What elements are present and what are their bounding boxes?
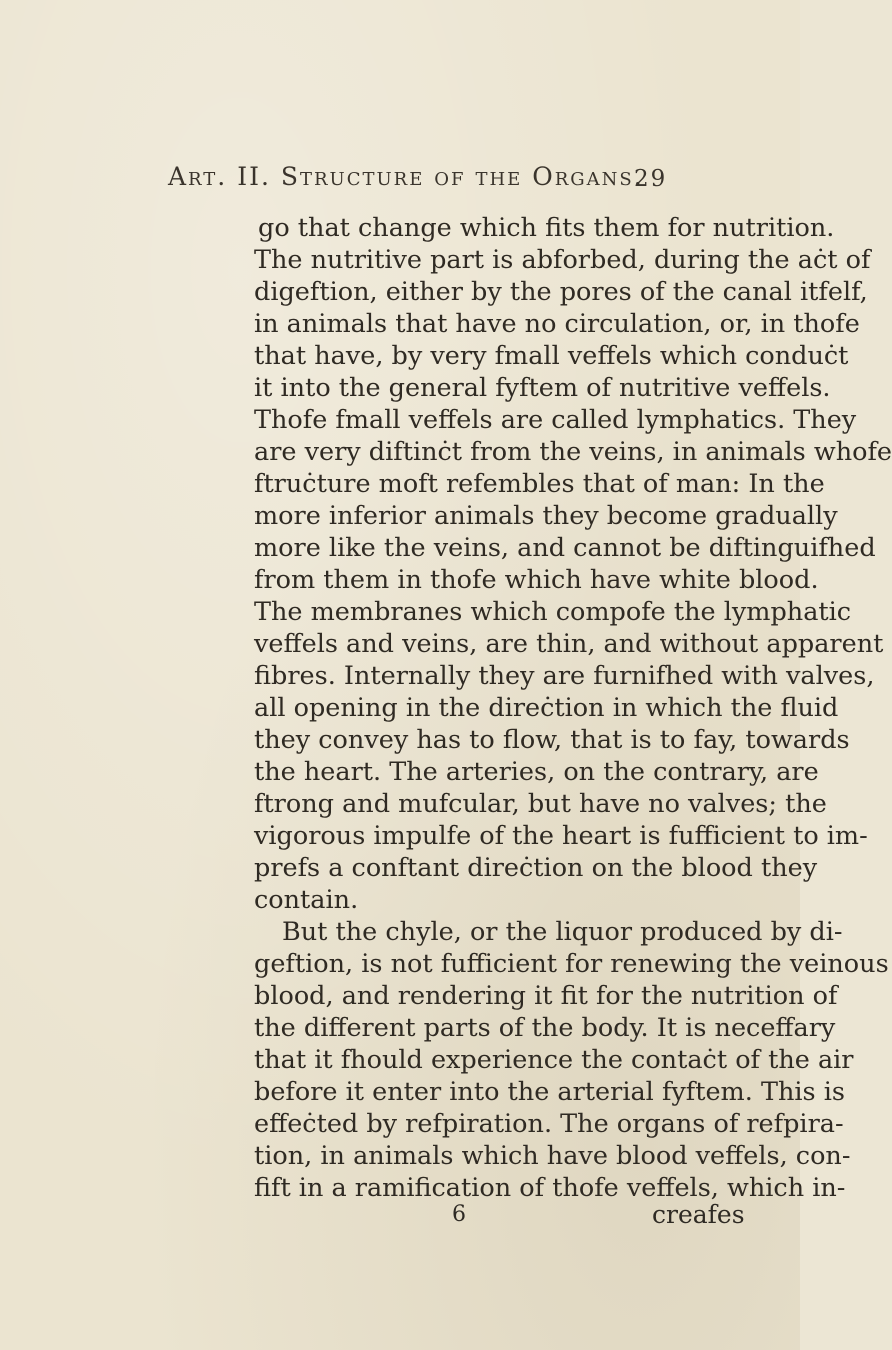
- text-line: in animals that have no circulation, or, in thofe: [254, 309, 860, 339]
- text-line: The membranes which compofe the lymphatic: [254, 597, 852, 627]
- text-line: vigorous impulfe of the heart is fufficient to im-: [254, 821, 868, 851]
- text-line: digeftion, either by the pores of the canal itfelf,: [254, 277, 868, 307]
- text-line: they convey has to flow, that is to fay, towards: [254, 725, 850, 755]
- running-title: Art. II. Structure of the Organs.: [168, 162, 644, 191]
- text-line: But the chyle, or the liquor produced by di-: [282, 917, 843, 947]
- text-line: the heart. The arteries, on the contrary, are: [254, 757, 819, 787]
- catchword: creafes: [652, 1200, 745, 1229]
- text-line: effeċted by refpiration. The organs of refpira-: [254, 1109, 844, 1139]
- text-line: all opening in the direċtion in which the fluid: [254, 693, 839, 723]
- text-line: go that change which fits them for nutrition.: [258, 213, 835, 243]
- running-header: [168, 162, 728, 202]
- text-line: it into the general fyftem of nutritive veffels.: [254, 373, 831, 403]
- text-line: that have, by very fmall veffels which conduċt: [254, 341, 849, 371]
- signature-mark: 6: [452, 1202, 466, 1227]
- text-line: from them in thofe which have white blood.: [254, 565, 819, 595]
- text-line: tion, in animals which have blood veffels, con-: [254, 1141, 851, 1171]
- text-line: blood, and rendering it fit for the nutrition of: [254, 981, 838, 1011]
- text-line: geftion, is not fufficient for renewing the veinous: [254, 949, 889, 979]
- text-line: fibres. Internally they are furnifhed with valves,: [254, 661, 875, 691]
- text-line: fift in a ramification of thofe veffels, which in-: [254, 1173, 846, 1203]
- text-line: ftruċture moft refembles that of man: In the: [254, 469, 825, 499]
- text-line: ftrong and mufcular, but have no valves; the: [254, 789, 827, 819]
- text-line: the different parts of the body. It is neceffary: [254, 1013, 836, 1043]
- page-number: 29: [634, 166, 668, 192]
- text-line: more like the veins, and cannot be diftinguifhed: [254, 533, 876, 563]
- text-line: veffels and veins, are thin, and without apparent: [254, 629, 884, 659]
- text-line: prefs a conftant direċtion on the blood they: [254, 853, 818, 883]
- text-line: before it enter into the arterial fyftem. This is: [254, 1077, 845, 1107]
- text-line: that it fhould experience the contaċt of the air: [254, 1045, 854, 1075]
- text-line: Thofe fmall veffels are called lymphatics. They: [254, 405, 857, 435]
- text-line: contain.: [254, 885, 359, 915]
- text-line: The nutritive part is abforbed, during the aċt of: [254, 245, 871, 275]
- text-line: are very diftinċt from the veins, in animals whofe: [254, 437, 892, 467]
- text-line: more inferior animals they become gradually: [254, 501, 838, 531]
